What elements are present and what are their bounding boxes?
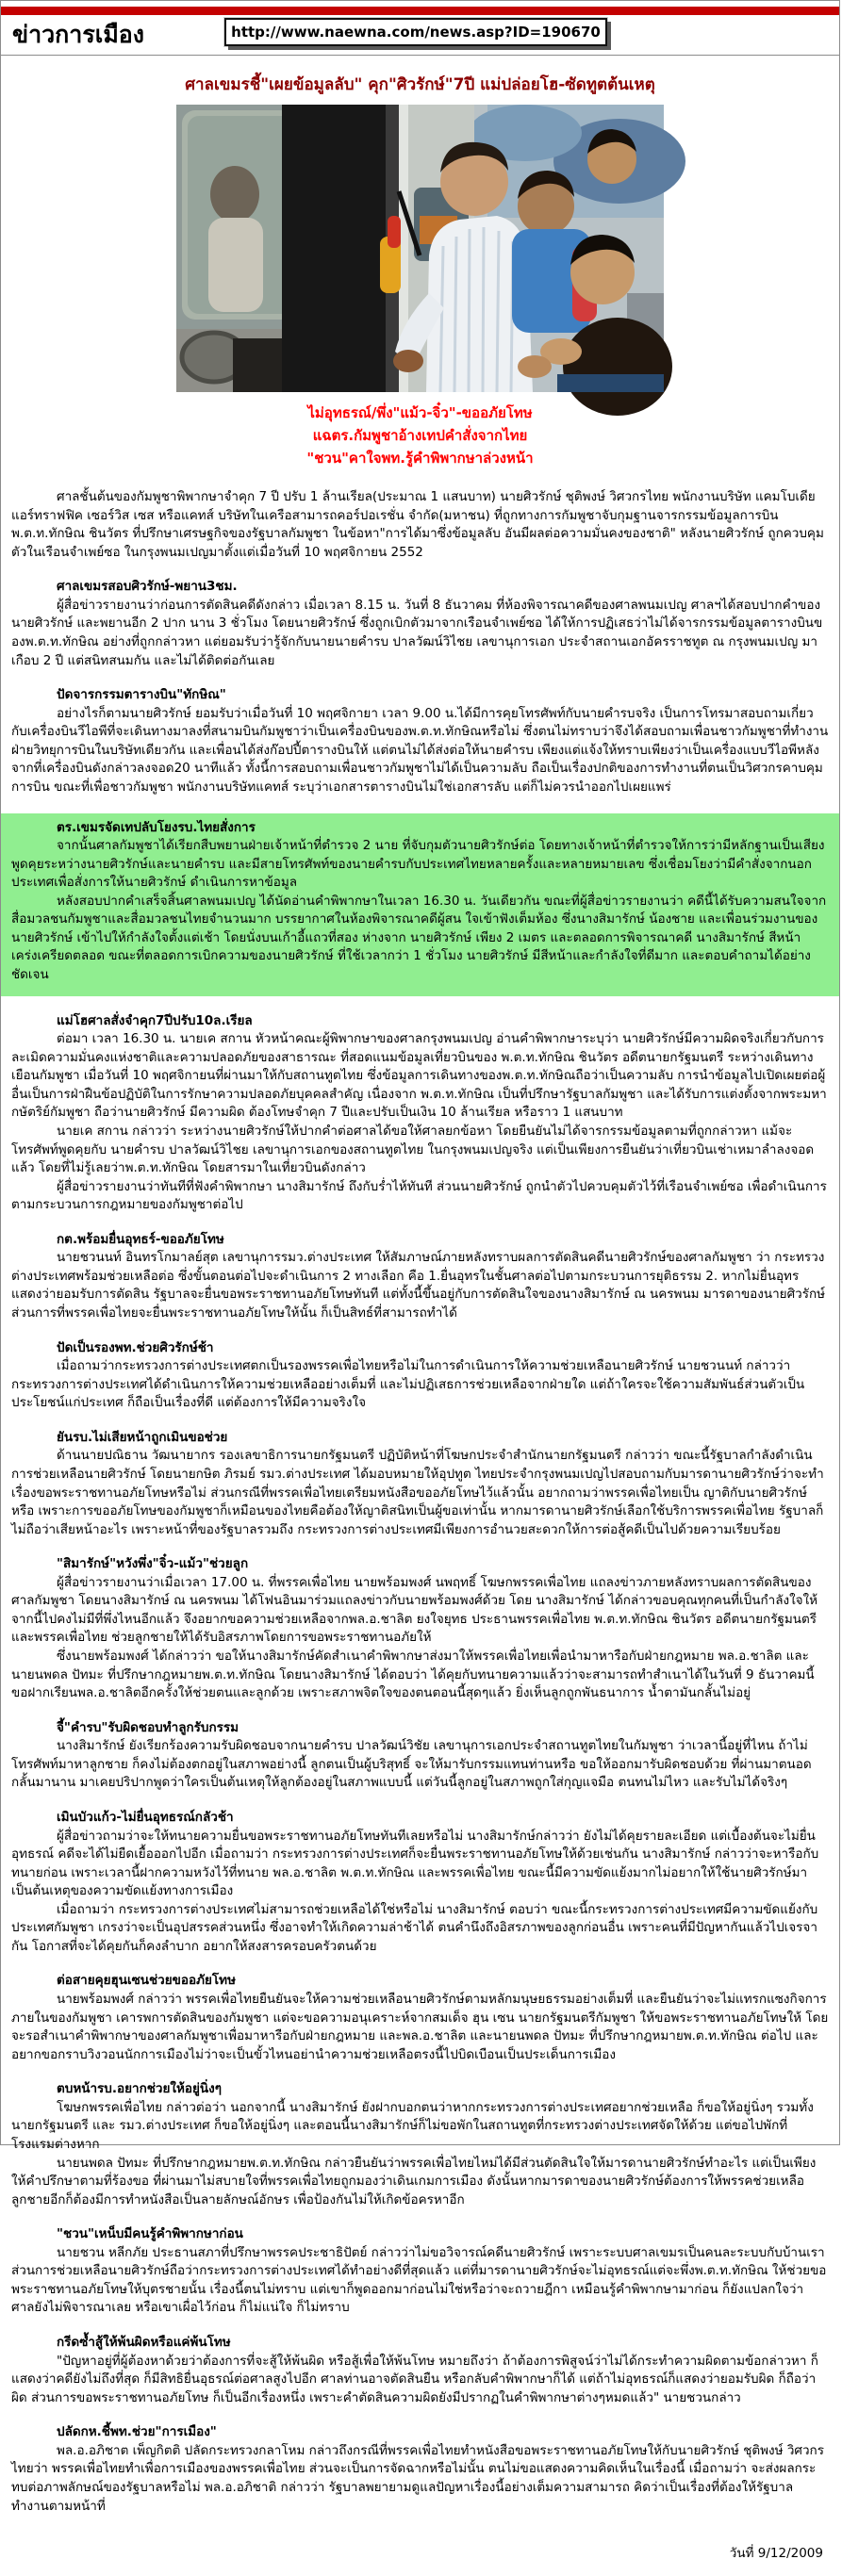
- section-paragraphs: [11, 597, 829, 670]
- article-date: วันที่ 9/12/2009: [729, 2546, 823, 2562]
- article-intro-paragraph: ศาลชั้นต้นของกัมพูชาพิพากษาจำคุก 7 ปี ปรับ 1 ล้านเรียล(ประมาณ 1 แสนบาท) นายศิวรักษ์ ชุติพงษ์ วิศวกรไทย พนักงานบริษัท แคมโบเดีย แอร์ทราฟฟิค เซอร์วิส เซส หรือแคทส์ บริษัทในเครือสามารถคอร์ปอเรชั่น จำกัด(มหาชน) ที่ถูกทางการกัมพูชาจับกุมฐานจารกรรมข้อมูลการบิน พ.ต.ท.ทักษิณ ชินวัตร ที่ปรึกษาเศรษฐกิจของรัฐบาลกัมพูชา ในข้อหา"การได้มาซึ่งข้อมูลลับ อันมีผลต่อความมั่นคงของชาติ" หลังนายศิวรักษ์ ถูกควบคุมตัวในเรือนจำเพย์ซอ ในกรุงพนมเปญมาตั้งแต่เมื่อวันที่ 10 พฤศจิกายน 2552: [11, 489, 824, 560]
- article-paragraph: ผู้สื่อข่าวถามว่าจะให้ทนายความยื่นขอพระราชทานอภัยโทษทันทีเลยหรือไม่ นางสิมารักษ์กล่าวว่า ยังไม่ได้คุยรายละเอียด แต่เบื้องต้นจะไม่ยื่นอุทธรณ์ คดีจะได้ไม่ยืดเยื้อออกไปอีก เมื่อถามว่า กระทรวงการต่างประเทศก็จะยื่นพระราชทานอภัยโทษให้ด้วยเช่นกัน นางสิมารักษ์ กล่าวว่าจะหารือกับทนายก่อน เพราะเวลานี้ฝากความหวังไว้ที่ทนาย พล.อ.ชาลิต พ.ต.ท.ทักษิณ และพรรคเพื่อไทย ขณะนี้มีความขัดแย้งมากไม่อยากให้ใช้นายศิวรักษ์มาเป็นต้นเหตุของความขัดแย้งทางการเมือง: [11, 1828, 819, 1899]
- caption-line: "ชวน"คาใจพท.รู้คำพิพากษาล่วงหน้า: [306, 450, 534, 468]
- article-section: [11, 1012, 829, 1215]
- section-heading: ปัดจารกรรมตารางบิน"ทักษิณ": [57, 687, 226, 703]
- article-paragraph: ผู้สื่อข่าวรายงานว่าทันทีที่ฟังคำพิพากษา นางสิมารักษ์ ถึงกับร่ำไห้ทันที ส่วนนายศิวรักษ์ ถูกนำตัวไปควบคุมตัวไว้ที่เรือนจำเพย์ซอ เพื่อดำเนินการตามกระบวนการกฎหมายของกัมพูชาต่อไป: [11, 1178, 827, 1213]
- article-section: [11, 1555, 829, 1703]
- page-header: [1, 15, 839, 56]
- article-section: [11, 578, 829, 670]
- article-paragraph: หลังสอบปากคำเสร็จสิ้นศาลพนมเปญ ได้นัดอ่านคำพิพากษาในเวลา 16.30 น. วันเดียวกัน ขณะที่ผู้สื่อข่าวรายงานว่า คดีนี้ได้รับความสนใจจากสื่อมวลชนกัมพูชาและสื่อมวลชนไทยจำนวนมาก บรรยากาศในห้องพิจารณาคดีผู้สน ใจเข้าฟังเต็มห้อง ซึ่งนางสิมารักษ์ น้องชาย และเพื่อนร่วมงานของนายศิวรักษ์ เข้าไปให้กำลังใจตั้งแต่เช้า โดยนั่งบนเก้าอี้แถวที่สอง ห่างจาก นายศิวรักษ์ เพียง 2 เมตร และตลอดการพิจารณาคดี นางสิมารักษ์ สีหน้าเคร่งเครียดตลอด ขณะที่ตลอดการเบิกความของนายศิวรักษ์ ที่ใช้เวลากว่า 1 ชั่วโมง นายศิวรักษ์ มีสีหน้าและกำลังใจที่ดีมาก และตอบคำถามได้อย่างชัดเจน: [11, 893, 827, 983]
- section-heading: ตบหน้ารบ.อยากช่วยให้อยู่นิ่งๆ: [57, 2081, 222, 2097]
- section-paragraphs: [11, 1357, 829, 1413]
- article-paragraph: จากนั้นศาลกัมพูชาได้เรียกสืบพยานฝ่ายเจ้าหน้าที่ตำรวจ 2 นาย ที่จับกุมตัวนายศิวรักษ์ต่อ โดยทางเจ้าหน้าที่ตำรวจให้การว่ามีหลักฐานเป็นเสียงพูดคุยระหว่างนายศิวรักษ์และนายคำรบ และมีสายโทรศัพท์ของนายคำรบกับประเทศไทยหลายครั้งและหลายหมายเลข ซึ่งเชื่อมโยงว่ามีคำสั่งจากนอกประเทศเพื่อสั่งการให้นายศิวรักษ์ ดำเนินการหาข้อมูล: [11, 838, 825, 891]
- caption-line: แฉตร.กัมพูชาอ้างเทปคำสั่งจากไทย: [312, 427, 528, 445]
- section-heading: "ชวน"เหน็บมีคนรู้คำพิพากษาก่อน: [57, 2226, 243, 2242]
- section-heading: "สิมารักษ์"หวังพึ่ง"จิ๋ว-แม้ว"ช่วยลูก: [57, 1556, 249, 1572]
- article-paragraph: เมื่อถามว่า กระทรวงการต่างประเทศไม่สามารถช่วยเหลือได้ใช่หรือไม่ นางสิมารักษ์ ตอบว่า ขณะนี้กระทรวงการต่างประเทศมีความขัดแย้งกับประเทศกัมพูชา เกรงว่าจะเป็นอุปสรรคส่วนหนึ่ง ซึ่งอาจทำให้เกิดความล่าช้าได้ ตนคำนึงถึงอิสรภาพของลูกก่อนอื่น เพราะคนที่มีปัญหากันแล้วไปเจรจากัน โอกาสที่จะได้คุยกันก็คงลำบาก อยากให้สงสารครอบครัวตนด้วย: [11, 1901, 818, 1954]
- article-section: [11, 1972, 829, 2064]
- article-section: [11, 1339, 829, 1413]
- section-heading: จี้"คำรบ"รับผิดชอบทำลูกรับกรรม: [57, 1719, 239, 1735]
- article-paragraph: นายเค สกาน กล่าวว่า ระหว่างนายศิวรักษ์ให้ปากคำต่อศาลได้ขอให้ศาลยกข้อหา โดยยืนยันไม่ได้จารกรรมข้อมูลตามที่ถูกกล่าวหา แม้จะโทรศัพท์พูดคุยกับ นายคำรบ ปาลวัฒน์วิไชย เลขานุการเอกของสถานทูตไทย ในกรุงพนมเปญจริง แต่เป็นเพียงการยืนยันว่าเที่ยวบินเช่าเหมาลำลงจอดแล้ว โดยที่ไม่รู้เลยว่าพ.ต.ท.ทักษิณ โดยสารมาในเที่ยวบินดังกล่าว: [11, 1123, 815, 1176]
- section-paragraphs: [11, 1447, 829, 1539]
- article-title: ศาลเขมรชี้"เผยข้อมูลลับ" คุก"ศิวรักษ์"7ปี แม่ปล่อยโฮ-ซัดทูตต้นเหตุ: [185, 75, 655, 94]
- article-body: [11, 488, 829, 2516]
- article-section: [11, 1429, 829, 1539]
- section-paragraphs: [11, 1991, 829, 2064]
- photo-caption: [11, 402, 829, 469]
- article-paragraph: ต่อมา เวลา 16.30 น. นายเค สกาน หัวหน้าคณะผู้พิพากษาของศาลกรุงพนมเปญ อ่านคำพิพากษาระบุว่า นายศิวรักษ์มีความผิดจริงเกี่ยวกับการละเมิดความมั่นคงแห่งชาติและความปลอดภัยของสาธารณะ ที่สอดแนมข้อมูลเที่ยวบินของ พ.ต.ท.ทักษิณ ชินวัตร อดีตนายกรัฐมนตรี ระหว่างเดินทางเยือนกัมพูชา เมื่อวันที่ 10 พฤศจิกายนที่ผ่านมาให้กับสถานทูตไทย ซึ่งข้อมูลการเดินทางของพ.ต.ท.ทักษิณถือว่าเป็นความลับ การนำข้อมูลไปเปิดเผยต่อผู้อื่นเป็นการฝ่าฝืนข้อปฏิบัติในการรักษาความปลอดภัยบุคคลสำคัญ เนื่องจาก พ.ต.ท.ทักษิณ เป็นที่ปรึกษารัฐบาลกัมพูชา และได้รับการแต่งตั้งจากพระมหากษัตริย์กัมพูชา ถือว่านายศิวรักษ์ มีความผิด ต้องโทษจำคุก 7 ปีและปรับเป็นเงิน 10 ล้านเรียล หรือราว 1 แสนบาท: [11, 1031, 827, 1121]
- section-heading: ปลัดกห.ชี้พท.ช่วย"การเมือง": [57, 2424, 217, 2440]
- article-paragraph: นายนพดล ปัทมะ ที่ปรึกษากฎหมายพ.ต.ท.ทักษิณ กล่าวยืนยันว่าพรรคเพื่อไทยไหม่ได้มีส่วนตัดสินใจให้มารดานายศิวรักษ์ทำอะไร แต่เป็นเพียงให้คำปรึกษาตามที่ร้องขอ ที่ผ่านมาไม่สบายใจที่พรรคเพื่อไทยถูกมองว่าเดินเกมการเมือง ดังนั้นหากมารดาของนายศิวรักษ์ต้องการให้พรรคช่วยเหลือลูกชายอีกก็ต้องมีการทำหนังสือเป็นลายลักษณ์อักษร เพื่อป้องกันไม่ให้เกิดข้อครหาอีก: [11, 2155, 817, 2207]
- section-paragraphs: [11, 1249, 829, 1322]
- section-paragraphs: [11, 837, 829, 985]
- article-section: [11, 2423, 829, 2516]
- news-section-label: ข่าวการเมือง: [12, 21, 145, 48]
- section-paragraphs: [11, 1574, 829, 1703]
- article-sections: [11, 578, 829, 2516]
- article-section: [11, 1809, 829, 1957]
- article-section: [1, 813, 839, 996]
- section-paragraphs: [11, 1030, 829, 1215]
- section-paragraphs: [11, 2353, 829, 2408]
- article-paragraph: โฆษกพรรคเพื่อไทย กล่าวต่อว่า นอกจากนี้ นางสิมารักษ์ ยังฝากบอกตนว่าหากกระทรวงการต่างประเทศอยากช่วยเหลือ ก็ขอให้อยู่นิ่งๆ รวมทั้งนายกรัฐมนตรี และ รมว.ต่างประเทศ ก็ขอให้อยู่นิ่งๆ และตอนนี้นางสิมารักษ์ก็ไม่ขอพักในสถานทูตที่กระทรวงต่างประเทศจัดให้ด้วย แต่ขอไปพักที่โรงแรมต่างหาก: [11, 2099, 814, 2152]
- article-paragraph: นายชวน หลีกภัย ประธานสภาที่ปรึกษาพรรคประชาธิปัตย์ กล่าวว่าไม่ขอวิจารณ์คดีนายศิวรักษ์ เพราะระบบศาลเขมรเป็นคนละระบบกับบ้านเรา ส่วนการช่วยเหลือนายศิวรักษ์ถือว่ากระทรวงการต่างประเทศได้ทำอย่างดีที่สุดแล้ว แต่ที่มารดานายศิวรักษ์จะไม่อุทธรณ์แต่จะพึ่งพ.ต.ท.ทักษิณ ให้ช่วยขอพระราชทานอภัยโทษให้บุตรชายนั้น เรื่องนี้ตนไม่ทราบ แต่เขาก็พูดออกมาก่อนไม่ใช่หรือว่าจะถวายฎีกา เหมือนรู้คำพิพากษามาก่อน ก็ยังแปลกใจว่า ศาลยังไม่พิจารณาเลย หรือเขาเผื่อไว้ก่อน ก็ไม่แน่ใจ ก็ไม่ทราบ: [11, 2244, 827, 2316]
- caption-line: ไม่อุทธรณ์/พึ่ง"แม้ว-จิ๋ว"-ขออภัยโทษ: [307, 404, 533, 422]
- article-content: [1, 56, 839, 2576]
- article-paragraph: ด้านนายปณิธาน วัฒนายากร รองเลขาธิการนายกรัฐมนตรี ปฏิบัติหน้าที่โฆษกประจำสำนักนายกรัฐมนตรี กล่าวว่า ขณะนี้รัฐบาลกำลังดำเนินการช่วยเหลือนายศิวรักษ์ โดยนายกษิต ภิรมย์ รมว.ต่างประเทศ ได้มอบหมายให้อุปทูต ไทยประจำกรุงพนมเปญไปสอบถามกับมารดานายศิวรักษ์ว่าจะทำเรื่องขอพระราชทานอภัยโทษหรือไม่ ส่วนกรณีที่พรรคเพื่อไทยเตรียมหนังสือขออภัยโทษไว้แล้วนั้น อยากถามว่าพรรคเพื่อไทยเป็น ญาติกับนายศิวรักษ์หรือ เพราะการขออภัยโทษของกัมพูชาก็เหมือนของไทยคือต้องให้ญาติสนิทเป็นผู้ขอเท่านั้น หากมารดานายศิวรักษ์เลือกใช้บริการพรรคเพื่อไทย รัฐบาลก็ไม่ถือว่าเสียหน้าอะไร เพราะหน้าที่ของรัฐบาลรวมถึง กระทรวงการต่างประเทศมีเพียงการอำนวยสะดวกให้การต่อสู้คดีเป็นไปด้วยความเรียบร้อย: [11, 1448, 824, 1537]
- section-heading: แม่โฮศาลสั่งจำคุก7ปีปรับ10ล.เรียล: [57, 1012, 253, 1028]
- section-paragraphs: [11, 2442, 829, 2516]
- top-red-bar: [1, 7, 839, 15]
- section-paragraphs: [11, 1828, 829, 1957]
- article-paragraph: ซึ่งนายพร้อมพงศ์ ได้กล่าวว่า ขอให้นางสิมารักษ์คัดสำเนาคำพิพากษาส่งมาให้พรรคเพื่อไทยเพื่อนำมาหารือกับฝ่ายกฎหมาย พล.อ.ชาลิต และนายนพดล ปัทมะ ที่ปรึกษากฎหมายพ.ต.ท.ทักษิณ โดยนางสิมารักษ์ ได้ตอบว่า ได้คุยกับทนายความแล้วว่าจะสามารถทำสำเนาได้ในวันที่ 9 ธันวาคมนี้ ขอฝากเรียนพล.อ.ชาลิตอีกครั้งให้ช่วยตนและลูกด้วย เพราะสภาพจิตใจของตนตอนนี้สุดๆแล้ว ยิ่งเห็นลูกถูกพันธนาการ น้ำตามันกลั้นไม่อยู่: [11, 1649, 815, 1701]
- article-paragraph: ผู้สื่อข่าวรายงานว่าเมื่อเวลา 17.00 น. ที่พรรคเพื่อไทย นายพร้อมพงศ์ นพฤทธิ์ โฆษกพรรคเพื่อไทย แถลงข่าวภายหลังทราบผลการตัดสินของศาลกัมพูชา โดยนางสิมารักษ์ ณ นครพนม ได้โฟนอินมาร่วมแถลงข่าวกับนายพร้อมพงศ์ด้วย โดย นางสิมารักษ์ ได้กล่าวขอบคุณทุกคนที่เป็นกำลังใจให้ จากนี้ไปคงไม่มีที่พึ่งไหนอีกแล้ว จึงอยากขอความช่วยเหลือจากพล.อ.ชาลิต ยงใจยุทธ ประธานพรรคเพื่อไทย พ.ต.ท.ทักษิณ ชินวัตร อดีตนายกรัฐมนตรี และพรรคเพื่อไทย ช่วยลูกชายให้ได้รับอิสรภาพโดยการขอพระราชทานอภัยให้: [11, 1574, 818, 1646]
- section-heading: เมินบัวแก้ว-ไม่ยื่นอุทธรณ์กลัวช้า: [57, 1809, 234, 1825]
- section-heading: ยันรบ.ไม่เสียหน้าถูกเมินขอช่วย: [57, 1429, 228, 1445]
- article-section: [11, 2225, 829, 2318]
- section-heading: ศาลเขมรสอบศิวรักษ์-พยาน3ชม.: [57, 579, 238, 595]
- section-heading: กรีดซ้ำสู้ให้พ้นผิดหรือแค่พ้นโทษ: [57, 2335, 231, 2351]
- section-paragraphs: [11, 2244, 829, 2318]
- article-section: [11, 686, 829, 796]
- section-heading: ปัดเป็นรองพท.ช่วยศิวรักษ์ช้า: [57, 1339, 214, 1355]
- section-paragraphs: [11, 705, 829, 797]
- article-section: [11, 1231, 829, 1323]
- article-paragraph: พล.อ.อภิชาต เพ็ญกิตติ ปลัดกระทรวงกลาโหม กล่าวถึงกรณีที่พรรคเพื่อไทยทำหนังสือขอพระราชทานอภัยโทษให้กับนายศิวรักษ์ ชุติพงษ์ วิศวกรไทยว่า พรรคเพื่อไทยทำเพื่อการเมืองของพรรคเพื่อไทย ส่วนจะเป็นการจัดฉากหรือไม่นั้น ตนไม่ขอแสดงความคิดเห็นในเรื่องนี้ เมื่อถามว่า จะส่งผลกระทบต่อภาพลักษณ์ของรัฐบาลหรือไม่ พล.อ.อภิชาติ กล่าวว่า รัฐบาลพยายามดูแลปัญหาเรื่องนี้อย่างเต็มความสามารถ คิดว่าเป็นเรื่องที่ต้องให้รัฐบาลทำงานตามหน้าที่: [11, 2442, 824, 2514]
- section-paragraphs: [11, 2099, 829, 2209]
- article-section: [11, 1719, 829, 1793]
- article-paragraph: นายชวนนท์ อินทรโกมาลย์สุต เลขานุการรมว.ต่างประเทศ ให้สัมภาษณ์ภายหลังทราบผลการตัดสินคดีนายศิวรักษ์ของศาลกัมพูชา ว่า กระทรวงต่างประเทศพร้อมช่วยเหลือต่อ ซึ่งขั้นตอนต่อไปจะดำเนินการ 2 ทางเลือก คือ 1.ยื่นอุทรในชั้นศาลต่อไปตามกระบวนการยุติธรรม 2. หากไม่ยื่นอุทรแสดงว่ายอมรับการตัดสิน รัฐบาลจะยื่นขอพระราชทานอภัยโทษทันที แต่ทั้งนี้ขึ้นอยู่กับการตัดสินใจของนางสิมารักษ์ ณ นครพนม มารดาของนายศิวรักษ์ ส่วนการที่พรรคเพื่อไทยจะยื่นพระราชทานอภัยโทษให้นั้น ก็เป็นสิทธ์ที่สามารถทำได้: [11, 1250, 826, 1321]
- article-section: [11, 2334, 829, 2407]
- article-section: [11, 2080, 829, 2209]
- section-heading: ตร.เขมรจัดเทปลับโยงรบ.ไทยสั่งการ: [57, 819, 256, 835]
- news-photo-image: [176, 105, 664, 392]
- article-paragraph: นางสิมารักษ์ ยังเรียกร้องความรับผิดชอบจากนายคำรบ ปาลวัฒน์วิชัย เลขานุการเอกประจำสถานทูตไทยในกัมพูชา ว่าเวลานี้อยู่ที่ไหน ถ้าไม่โทรศัพท์มาหาลูกชาย ก็คงไม่ต้องตกอยู่ในสภาพอย่างนี้ ลูกตนเป็นผู้บริสุทธิ์ จะให้มารับกรรมแทนท่านหรือ ขอให้ออกมารับผิดชอบด้วย ที่ผ่านมาตนอดกลั้นมานาน มาเคยปริปากพูดว่าใครเป็นต้นเหตุให้ลูกต้องอยู่ในสภาพแบบนี้ แต่วันนี้ลูกอยู่ในสภาพถูกใส่กุญแจมือ ตนทนไม่ไหว และรับไม่ได้จริงๆ: [11, 1738, 812, 1791]
- section-heading: ต่อสายคุยฮุนเซนช่วยขออภัยโทษ: [57, 1973, 236, 1989]
- section-heading: กต.พร้อมยื่นอุทธร์-ขออภัยโทษ: [57, 1231, 224, 1247]
- article-paragraph: ผู้สื่อข่าวรายงานว่าก่อนการตัดสินคดีดังกล่าว เมื่อเวลา 8.15 น. วันที่ 8 ธันวาคม ที่ห้องพิจารณาคดีของศาลพนมเปญ ศาลฯได้สอบปากคำของนายศิวรักษ์ และพยานอีก 2 ปาก นาน 3 ชั่วโมง โดยนายศิวรักษ์ ซึ่งถูกเบิกตัวมาจากเรือนจำเพย์ซอ ได้ให้การปฏิเสธว่าไม่ได้จารกรรมข้อมูลตารางบินของพ.ต.ท.ทักษิณ อย่างที่ถูกกล่าวหา แต่ยอมรับว่ารู้จักกับนายนายคำรบ ปาลวัฒน์วิไชย เลขานุการเอก ประจำสถานเอกอัครราชทูต ณ กรุงพนมเปญ มาเกือบ 2 ปี แต่สนิทสนมกัน และไม่ได้ติดต่อกันเลย: [11, 597, 823, 668]
- article-paragraph: อย่างไรก็ตามนายศิวรักษ์ ยอมรับว่าเมื่อวันที่ 10 พฤศจิกายา เวลา 9.00 น.ได้มีการคุยโทรศัพท์กับนายคำรบจริง เป็นการโทรมาสอบถามเกี่ยวกับเครื่องบินวีไอพีที่จะเดินทางมาลงที่สนามบินกัมพูชาว่าเป็นเครื่องบินของพ.ต.ท.ทักษิณหรือไม่ ซึ่งตนไม่ทราบว่าจึงได้สอบถามเพื่อนชาวกัมพูชาที่ทำงานฝ่ายวิทยุการบินในบริษัทเดียวกัน และเพื่อนได้ส่งก๊อปปี้ตารางบินให้ แต่ตนไม่ได้ส่งต่อให้นายคำรบ เพียงแต่แจ้งให้ทราบเพียงว่าเป็นเครื่องแบบวีไอพีหลังจากที่เครื่องบินดังกล่าวลงจอด20 นาทีแล้ว ทั้งนี้การสอบถามเพื่อนชาวกัมพูชาไม่ได้เป็นความลับ ถือเป็นเรื่องปกติของการทำงานที่ตนเป็นวิศวกรคาบคุมการบิน ขณะที่เพื่อชาวกัมพูชา พนักงานบริษัทแคทส์ ระบุว่าเอกสารตารางบินไม่ใช่เอกสารลับ แต่ก็ไม่ควรนำออกไปเผยแพร่: [11, 705, 829, 795]
- article-paragraph: นายพร้อมพงศ์ กล่าวว่า พรรคเพื่อไทยยืนยันจะให้ความช่วยเหลือนายศิวรักษ์ตามหลักมนุษยธรรมอย่างเต็มที่ และยืนยันว่าจะไม่แทรกแซงกิจการภายในของกัมพูชา เคารพการตัดสินของกัมพูชา แต่จะขอความอนุเคราะห์จากสมเด็จ ฮุน เซน นายกรัฐมนตรีกัมพูชา ให้ขอพระราชทานอภัยโทษให้ โดยจะรอสำเนาคำพิพากษาของศาลกัมพูชาเพื่อมาหารือกับฝ่ายกฎหมาย และพล.อ.ชาลิต และนายนพดล ปัทมะ ที่ปรึกษากฎหมายพ.ต.ท.ทักษิณ ต่อไป และอยากขอกราบวิงวอนนักการเมืองไม่ว่าจะเป็นขั้วไหนอย่านำความช่วยเหลือตรงนี้ไปบิดเบือนเป็นประเด็นการเมือง: [11, 1992, 829, 2062]
- article-paragraph: "ปัญหาอยู่ที่ผู้ต้องหาด้วยว่าต้องการที่จะสู้ให้พ้นผิด หรือสู้เพื่อให้พ้นโทษ หมายถึงว่า ถ้าต้องการพิสูจน์ว่าไม่ได้กระทำความผิดตามข้อกล่าวหา ก็แสดงว่าคดียังไม่ถึงที่สุด ก็มีสิทธิยื่นอุธรณ์ต่อศาลสูงไปอีก ศาลท่านอาจตัดสินยืน หรือกลับคำพิพากษาก็ได้ แต่ถ้าไม่อุทธรณ์ก็แสดงว่ายอมรับผิด ก็ถือว่าผิด ส่วนการขอพระราชทานอภัยโทษ ก็เป็นอีกเรื่องหนึ่ง เพราะคำตัดสินความผิดยังมีปรากฏในคำพิพากษาต่างๆหมดแล้ว" นายชวนกล่าว: [11, 2353, 818, 2405]
- url-address-box[interactable]: http://www.naewna.com/news.asp?ID=190670: [224, 18, 607, 46]
- article-paragraph: เมื่อถามว่ากระทรวงการต่างประเทศตกเป็นรองพรรคเพื่อไทยหรือไม่ในการดำเนินการให้ความช่วยเหลือนายศิวรักษ์ นายชวนนท์ กล่าวว่า กระทรวงการต่างประเทศได้ดำเนินการให้ความช่วยเหลืออย่างเต็มที่ และไม่ปฏิเสธการช่วยเหลือจากฝ่ายใด แต่ถ้าใครจะใช้ความสัมพันธ์ส่วนตัวเป็นประโยชน์แก่ประเทศ ก็ถือเป็นเรื่องที่ดี แต่ต้องการให้มีความจริงใจ: [11, 1358, 805, 1411]
- article-photo: [176, 105, 664, 392]
- section-paragraphs: [11, 1737, 829, 1793]
